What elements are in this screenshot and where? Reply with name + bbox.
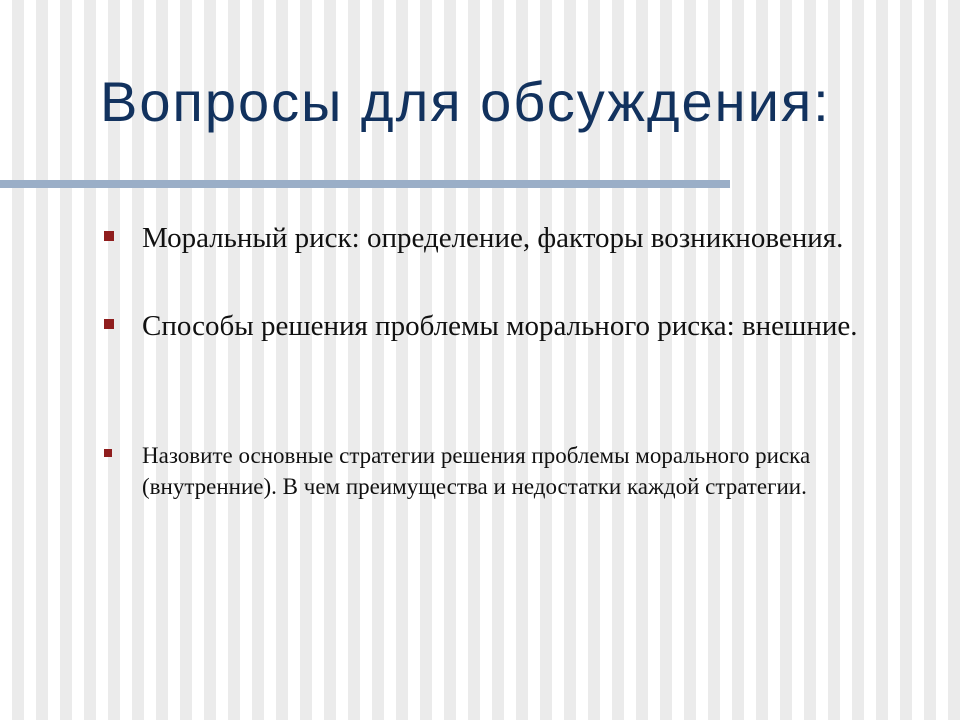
slide-title: Вопросы для обсуждения: <box>100 70 831 133</box>
bullet-text: Назовите основные стратегии решения проблемы морального риска (внутренние). В чем преимущества и недостатки каждой стратегии. <box>142 443 811 499</box>
bullet-item <box>104 440 934 502</box>
bullet-text: Способы решения проблемы морального риска: внешние. <box>142 310 858 342</box>
bullet-item <box>104 306 934 346</box>
square-bullet-icon <box>104 449 112 457</box>
square-bullet-icon <box>104 319 114 329</box>
square-bullet-icon <box>104 231 114 241</box>
title-divider <box>0 180 730 188</box>
bullet-item <box>104 218 934 258</box>
bullet-text: Моральный риск: определение, факторы возникновения. <box>142 222 844 254</box>
